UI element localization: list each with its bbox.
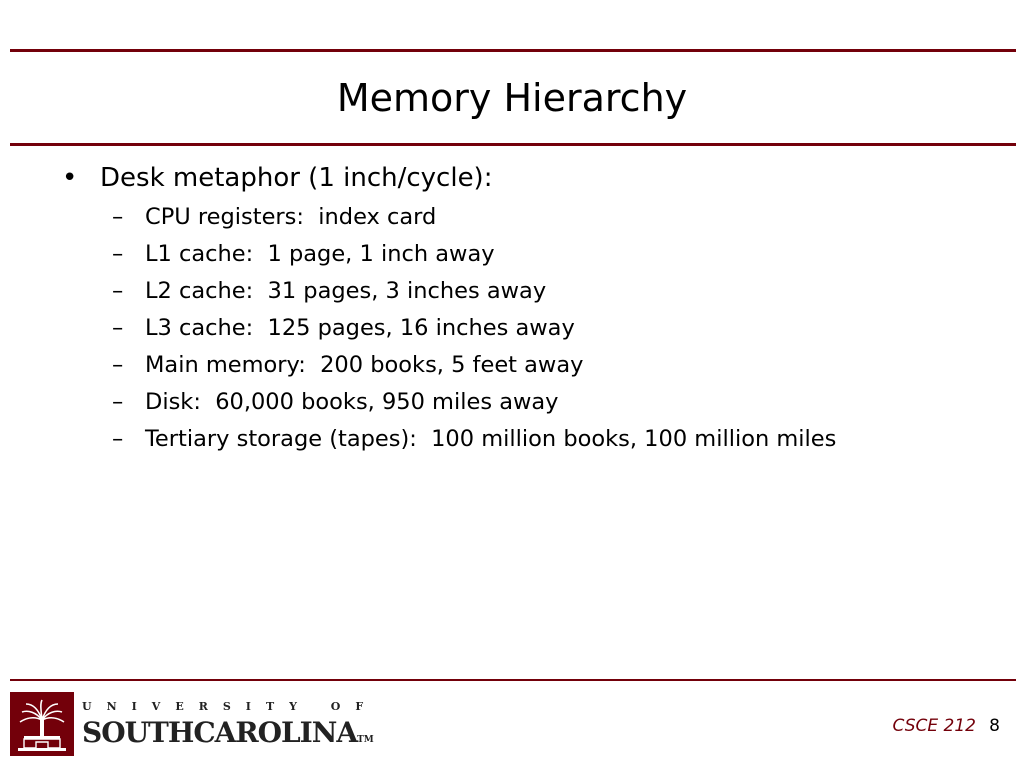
list-item — [112, 199, 836, 236]
dash-marker: – — [112, 241, 124, 267]
page-number: 8 — [989, 716, 1000, 736]
bullet-dot: • — [62, 163, 78, 193]
dash-marker: – — [112, 315, 124, 341]
university-name: SOUTHCAROLINA — [82, 716, 358, 749]
list-item-text: L2 cache: 31 pages, 3 inches away — [145, 278, 547, 304]
dash-marker: – — [112, 426, 124, 452]
university-top-line: UNIVERSITY OF — [82, 700, 379, 713]
dash-marker: – — [112, 278, 124, 304]
university-wordmark — [82, 700, 378, 757]
trademark: TM — [357, 735, 374, 745]
main-bullet-text: Desk metaphor (1 inch/cycle): — [100, 163, 493, 193]
list-item — [112, 236, 836, 273]
list-item — [112, 347, 836, 384]
list-item-text: CPU registers: index card — [145, 204, 437, 230]
list-item — [112, 273, 836, 310]
footer-rule — [10, 679, 1016, 681]
list-item — [112, 421, 836, 458]
main-bullet — [62, 162, 492, 194]
university-bottom-line — [82, 716, 378, 757]
list-item-text: Main memory: 200 books, 5 feet away — [145, 352, 584, 378]
dash-marker: – — [112, 352, 124, 378]
sub-bullet-list — [112, 199, 836, 458]
list-item-text: Tertiary storage (tapes): 100 million books, 100 million miles — [145, 426, 837, 452]
slide-title: Memory Hierarchy — [336, 76, 688, 120]
title-rule — [10, 143, 1016, 146]
dash-marker: – — [112, 204, 124, 230]
list-item-text: L1 cache: 1 page, 1 inch away — [145, 241, 495, 267]
university-logo-icon — [10, 692, 74, 756]
list-item — [112, 384, 836, 421]
course-code: CSCE 212 — [892, 716, 976, 736]
list-item — [112, 310, 836, 347]
list-item-text: Disk: 60,000 books, 950 miles away — [145, 389, 559, 415]
top-rule — [10, 49, 1016, 52]
list-item-text: L3 cache: 125 pages, 16 inches away — [145, 315, 575, 341]
dash-marker: – — [112, 389, 124, 415]
